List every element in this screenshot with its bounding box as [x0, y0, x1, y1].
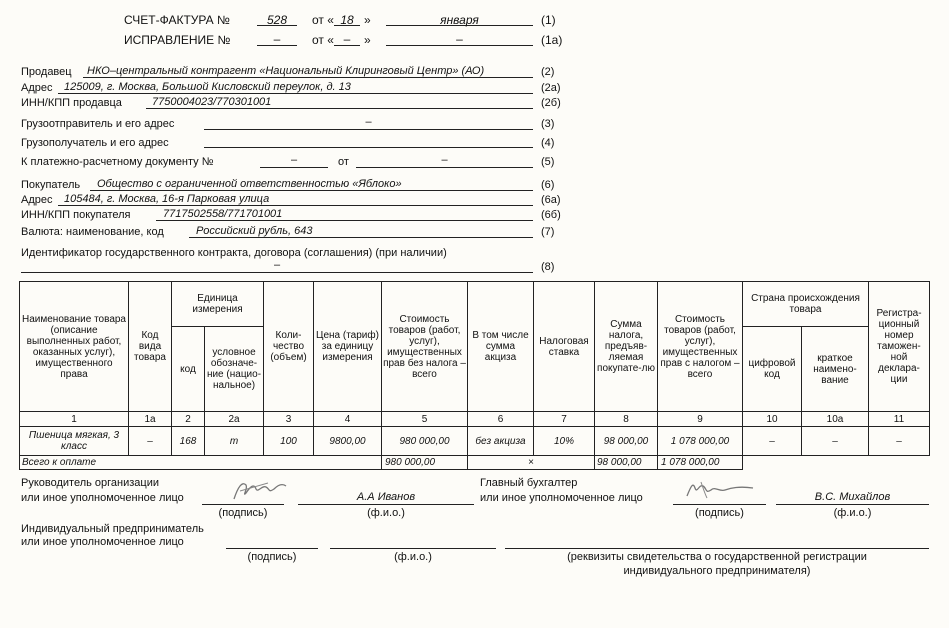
buyer-address-code: (6а): [541, 194, 561, 206]
seller-address-code: (2а): [541, 82, 561, 94]
invoice-from-label: от «: [312, 13, 334, 27]
col-number: 9: [658, 412, 743, 427]
row-qty: 100: [264, 427, 314, 456]
contract-code: (8): [541, 261, 555, 273]
head-name-caption: (ф.и.о.): [367, 507, 405, 519]
col-number: 7: [534, 412, 595, 427]
consignee-label: Грузополучатель и его адрес: [21, 137, 169, 149]
header-price: Цена (тариф) за единицу измерения: [314, 282, 382, 412]
seller-label: Продавец: [21, 66, 72, 78]
correction-date: –: [456, 32, 463, 46]
col-number: 5: [382, 412, 468, 427]
head-signature-icon: [228, 477, 292, 503]
accountant-label-1: Главный бухгалтер: [480, 477, 578, 489]
currency-code: (7): [541, 226, 555, 238]
row-customs: –: [869, 427, 930, 456]
col-number: 2а: [205, 412, 264, 427]
buyer-label: Покупатель: [21, 179, 81, 191]
table-row: [20, 427, 930, 456]
head-label-2: или иное уполномоченное лицо: [21, 492, 184, 504]
shipper-label: Грузоотправитель и его адрес: [21, 118, 175, 130]
total-cost-wo-tax: 980 000,00: [382, 456, 468, 470]
header-name: Наименование товара (описание выполненных работ, оказанных услуг), имущественного права: [20, 282, 129, 412]
head-label-1: Руководитель организации: [21, 477, 160, 489]
col-number: 10: [743, 412, 802, 427]
shipper-value: –: [365, 116, 372, 128]
buyer-inn-code: (6б): [541, 209, 561, 221]
correction-close-quote: »: [364, 33, 371, 47]
seller-address-value: 125009, г. Москва, Большой Кисловский переулок, д. 13: [64, 81, 351, 93]
col-number: 6: [468, 412, 534, 427]
header-qty: Коли-чество (объем): [264, 282, 314, 412]
header-country-name: краткое наимено-вание: [802, 327, 869, 412]
header-cost-with-tax: Стоимость товаров (работ, услуг), имущественных прав с налогом – всего: [658, 282, 743, 412]
payment-doc-date: –: [441, 154, 448, 166]
buyer-address-value: 105484, г. Москва, 16-я Парковая улица: [64, 193, 270, 205]
col-number: 1а: [129, 412, 172, 427]
buyer-address-label: Адрес: [21, 194, 53, 206]
entrepreneur-label-1: Индивидуальный предприниматель: [21, 523, 204, 535]
row-excise: без акциза: [468, 427, 534, 456]
registration-caption-2: индивидуального предпринимателя): [623, 565, 811, 577]
shipper-code: (3): [541, 118, 555, 130]
invoice-month: января: [440, 13, 479, 27]
seller-inn-label: ИНН/КПП продавца: [21, 97, 122, 109]
row-tax-sum: 98 000,00: [595, 427, 658, 456]
total-cost-with-tax: 1 078 000,00: [658, 456, 743, 470]
row-cost-wo-tax: 980 000,00: [382, 427, 468, 456]
row-kind-code: –: [129, 427, 172, 456]
seller-address-label: Адрес: [21, 82, 53, 94]
row-tax-rate: 10%: [534, 427, 595, 456]
buyer-code: (6): [541, 179, 555, 191]
header-cost-wo-tax: Стоимость товаров (работ, услуг), имущественных прав без налога – всего: [382, 282, 468, 412]
header-tax-sum: Сумма налога, предъяв-ляемая покупате-лю: [595, 282, 658, 412]
accountant-name-caption: (ф.и.о.): [833, 507, 872, 519]
col-number: 10а: [802, 412, 869, 427]
registration-caption-1: (реквизиты свидетельства о государственной регистрации: [567, 551, 867, 563]
currency-value: Российский рубль, 643: [196, 225, 313, 237]
payment-doc-number: –: [290, 154, 298, 166]
accountant-label-2: или иное уполномоченное лицо: [480, 492, 643, 504]
seller-code: (2): [541, 66, 555, 78]
row-unit-code: 168: [172, 427, 205, 456]
head-sign-caption: (подпись): [218, 507, 268, 519]
header-country: Страна происхождения товара: [743, 282, 869, 327]
correction-label: ИСПРАВЛЕНИЕ №: [124, 33, 231, 47]
header-excise: В том числе сумма акциза: [468, 282, 534, 412]
col-number: 3: [264, 412, 314, 427]
seller-value: НКО–центральный контрагент «Национальный Клиринговый Центр» (АО): [87, 65, 485, 77]
row-cost-with-tax: 1 078 000,00: [658, 427, 743, 456]
header-country-code: цифровой код: [743, 327, 802, 412]
total-tax-sum: 98 000,00: [595, 456, 658, 470]
buyer-inn-value: 7717502558/771701001: [163, 208, 283, 220]
header-unit-name: условное обозначе-ние (нацио-нальное): [205, 327, 264, 412]
invoice-code: (1): [541, 13, 556, 27]
header-unit: Единица измерения: [172, 282, 264, 327]
row-price: 9800,00: [314, 427, 382, 456]
invoice-label: СЧЕТ-ФАКТУРА №: [124, 13, 230, 27]
row-name: Пшеница мягкая, 3 класс: [20, 427, 129, 456]
total-excise: ×: [468, 456, 595, 470]
invoice-day: 18: [340, 13, 354, 27]
contract-value: –: [273, 259, 281, 271]
total-row: [20, 456, 930, 470]
correction-day: –: [343, 32, 351, 46]
entrepreneur-label-2: или иное уполномоченное лицо: [21, 536, 184, 548]
row-unit-name: т: [205, 427, 264, 456]
row-country-name: –: [802, 427, 869, 456]
total-label: Всего к оплате: [20, 456, 382, 470]
accountant-name: В.С. Михайлов: [814, 491, 891, 503]
seller-inn-value: 7750004023/770301001: [152, 96, 272, 108]
invoice-close-quote: »: [364, 13, 371, 27]
col-number: 2: [172, 412, 205, 427]
contract-label: Идентификатор государственного контракта, договора (соглашения) (при наличии): [21, 247, 447, 259]
entrepreneur-name-caption: (ф.и.о.): [394, 551, 432, 563]
header-customs: Регистра-ционный номер таможен-ной деклара-ции: [869, 282, 930, 412]
col-number: 1: [20, 412, 129, 427]
col-number: 4: [314, 412, 382, 427]
correction-code: (1а): [541, 33, 563, 47]
correction-number: –: [273, 32, 281, 46]
head-name: А.А Иванов: [356, 491, 416, 503]
accountant-signature-icon: [683, 478, 761, 502]
payment-doc-label: К платежно-расчетному документу №: [21, 156, 214, 168]
consignee-code: (4): [541, 137, 555, 149]
invoice-table: [19, 281, 930, 470]
currency-label: Валюта: наименование, код: [21, 226, 164, 238]
buyer-value: Общество с ограниченной ответственностью «Яблоко»: [97, 178, 402, 190]
accountant-sign-caption: (подпись): [695, 507, 744, 519]
header-unit-code: код: [172, 327, 205, 412]
header-tax-rate: Налоговая ставка: [534, 282, 595, 412]
payment-doc-code: (5): [541, 156, 555, 168]
col-number: 11: [869, 412, 930, 427]
seller-inn-code: (2б): [541, 97, 561, 109]
row-country-code: –: [743, 427, 802, 456]
buyer-inn-label: ИНН/КПП покупателя: [21, 209, 131, 221]
correction-from-label: от «: [312, 33, 334, 47]
entrepreneur-sign-caption: (подпись): [247, 551, 297, 563]
header-kind-code: Код вида товара: [129, 282, 172, 412]
payment-doc-from-label: от: [338, 156, 349, 168]
invoice-number: 528: [266, 13, 288, 27]
col-number: 8: [595, 412, 658, 427]
